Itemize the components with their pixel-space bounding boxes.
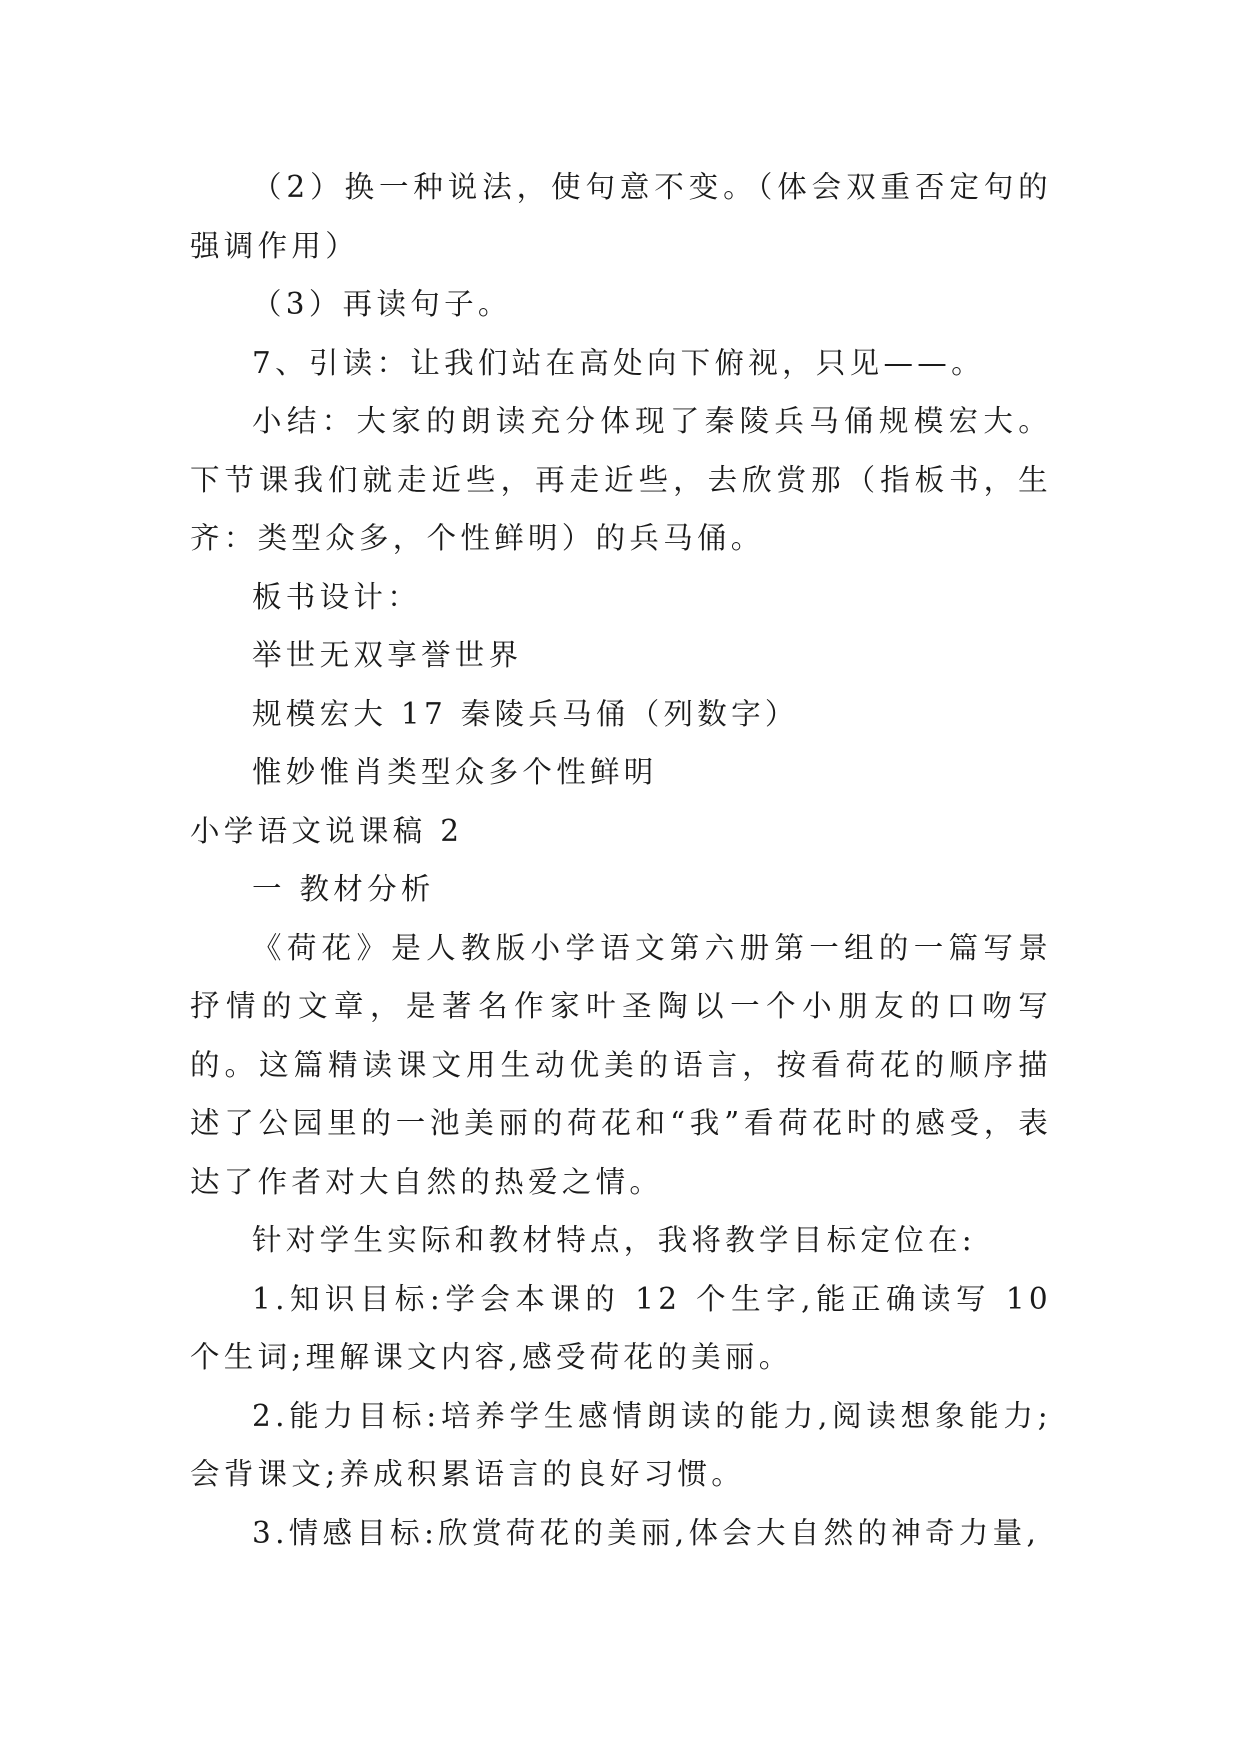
paragraph-guided-reading: 7、引读：让我们站在高处向下俯视，只见——。 (252, 345, 985, 380)
subsection-heading: 一 教材分析 (252, 872, 435, 906)
board-line-2: 规模宏大 17 秦陵兵马俑（列数字） (252, 696, 799, 731)
paragraph-reread-step: （3）再读句子。 (252, 287, 512, 321)
paragraph-text-analysis: 《荷花》是人教版小学语文第六册第一组的一篇写景抒情的文章，是著名作家叶圣陶以一个小朋友的口吻写的。这篇精读课文用生动优美的语言，按看荷花的顺序描述了公园里的一池美丽的荷花和“我”看荷花时的感受，表达了作者对大自然的热爱之情。 (190, 930, 1052, 1199)
objective-ability: 2.能力目标:培养学生感情朗读的能力,阅读想象能力;会背课文;养成积累语言的良好习惯。 (190, 1398, 1052, 1491)
section-title: 小学语文说课稿 2 (190, 813, 464, 848)
objective-knowledge: 1.知识目标:学会本课的 12 个生字,能正确读写 10 个生词;理解课文内容,感受荷花的美丽。 (190, 1281, 1052, 1374)
objective-emotion: 3.情感目标:欣赏荷花的美丽,体会大自然的神奇力量, (252, 1515, 1041, 1550)
board-line-1: 举世无双享誉世界 (252, 638, 523, 672)
paragraph-board-design-heading: 板书设计： (252, 579, 422, 614)
paragraph-objectives-intro: 针对学生实际和教材特点，我将教学目标定位在: (252, 1223, 977, 1257)
document-body (190, 158, 1052, 1562)
paragraph-summary: 小结：大家的朗读充分体现了秦陵兵马俑规模宏大。下节课我们就走近些，再走近些，去欣赏那（指板书，生齐：类型众多，个性鲜明）的兵马俑。 (190, 404, 1052, 555)
paragraph-rephrase-step: （2）换一种说法，使句意不变。（体会双重否定句的强调作用） (190, 170, 1052, 263)
board-line-3: 惟妙惟肖类型众多个性鲜明 (252, 755, 658, 789)
